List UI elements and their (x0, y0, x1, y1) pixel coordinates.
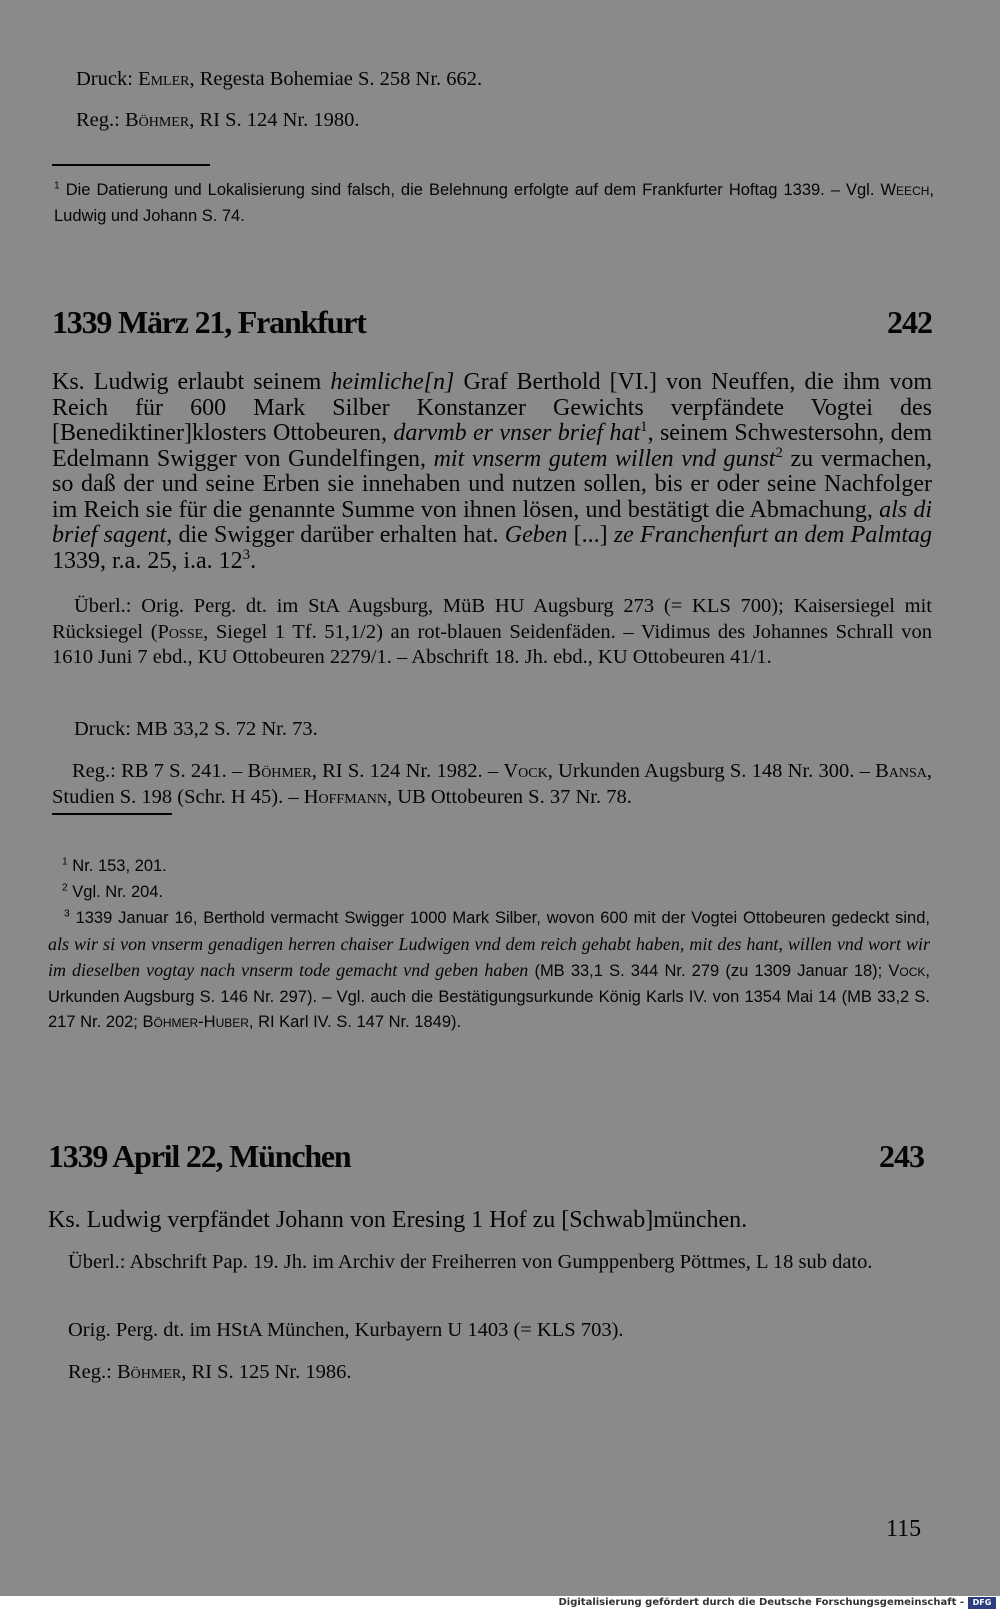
regest-text: Ks. Ludwig verpfändet Johann von Eresing 1 Hof zu [Schwab]münchen. (48, 1207, 748, 1233)
prev-druck-line: Druck: Emler, Regesta Bohemiae S. 258 Nr. 662. (76, 68, 483, 90)
ueberlieferung-text: Überl.: Orig. Perg. dt. im StA Augsburg, MüB HU Augsburg 273 (= KLS 700); Kaisersiegel mit Rücksiegel (Posse, Siegel 1 Tf. 51,1/2) an rot-blauen Seidenfäden. – Vidimus des Johannes Schrall von 1610 Juni 7 ebd., KU Ottobeuren 2279/1. – Abschrift 18. Jh. ebd., KU Ottobeuren 41/1. (52, 595, 933, 668)
dfg-credit-text: Digitalisierung gefördert durch die Deutsche Forschungsgemeinschaft - (558, 1597, 964, 1608)
druck-text: Druck: MB 33,2 S. 72 Nr. 73. (74, 718, 318, 740)
prev-reg-line: Reg.: Böhmer, RI S. 124 Nr. 1980. (76, 109, 360, 131)
credit-bar (0, 1596, 1000, 1611)
entry-number: 242 (887, 304, 932, 340)
regesten-text: Reg.: RB 7 S. 241. – Böhmer, RI S. 124 Nr. 1982. – Vock, Urkunden Augsburg S. 148 Nr. 300. – Bansa, Studien S. 198 (Schr. H 45). – Hoffmann, UB Ottobeuren S. 37 Nr. 78. (52, 760, 932, 808)
orig-text: Orig. Perg. dt. im HStA München, Kurbayern U 1403 (= KLS 703). (68, 1319, 624, 1341)
regesten-text: Reg.: Böhmer, RI S. 125 Nr. 1986. (68, 1361, 352, 1383)
regest-text: Ks. Ludwig erlaubt seinem heimliche[n] Graf Berthold [VI.] von Neuffen, die ihm vom Reich für 600 Mark Silber Konstanzer Gewichts verpfändete Vogtei des [Benediktiner]klosters Ottobeuren, darvmb er vnser brief hat$^1$, seinem Schwestersohn, dem Edelmann Swigger von Gundelfingen, mit vnserm gutem willen vnd gunst$^2$ zu vermachen, so daß der und seine Erben sie innehaben und nutzen sollen, bis er oder seine Nachfolger im Reich sie für die genannte Summe von ihnen lösen, und bestätigt die Abmachung, als di brief sagent, die Swigger darüber erhalten hat. Geben [...] ze Franchenfurt an dem Palmtag 1339, r.a. 25, i.a. $12^3$. (52, 369, 932, 574)
entry-number: 243 (879, 1138, 924, 1174)
footnote-2: $^2$ Vgl. Nr. 204. (62, 882, 164, 901)
dfg-logo-icon[interactable]: DFG (968, 1597, 996, 1609)
footnote-divider (52, 164, 210, 166)
footnote-divider (52, 813, 172, 815)
entry-heading: 1339 April 22, München (48, 1138, 351, 1174)
ueberlieferung-text: Überl.: Abschrift Pap. 19. Jh. im Archiv der Freiherren von Gumppenberg Pöttmes, L 18 sub dato. (68, 1251, 873, 1273)
entry-heading: 1339 März 21, Frankfurt (52, 304, 366, 340)
footnote-3: $^3$ 1339 Januar 16, Berthold vermacht Swigger 1000 Mark Silber, wovon 600 mit der Vogtei Ottobeuren gedeckt sind, als wir si von vnserm genadigen herren chaiser Ludwigen vnd dem reich gehabt haben, mit des hant, willen vnd wort wir im dieselben vogtay nach vnserm tode gemacht vnd geben haben (MB 33,1 S. 344 Nr. 279 (zu 1309 Januar 18); Vock, Urkunden Augsburg S. 146 Nr. 297). – Vgl. auch die Bestätigungsurkunde König Karls IV. von 1354 Mai 14 (MB 33,2 S. 217 Nr. 202; Böhmer-Huber, RI Karl IV. S. 147 Nr. 1849). (48, 908, 930, 1031)
prev-footnote: $^1$ Die Datierung und Lokalisierung sind falsch, die Belehnung erfolgte auf dem Frankfurter Hoftag 1339. – Vgl. Weech, Ludwig und Johann S. 74. (54, 180, 934, 225)
page-number: 115 (886, 1516, 922, 1542)
footnote-1: $^1$ Nr. 153, 201. (62, 856, 167, 875)
